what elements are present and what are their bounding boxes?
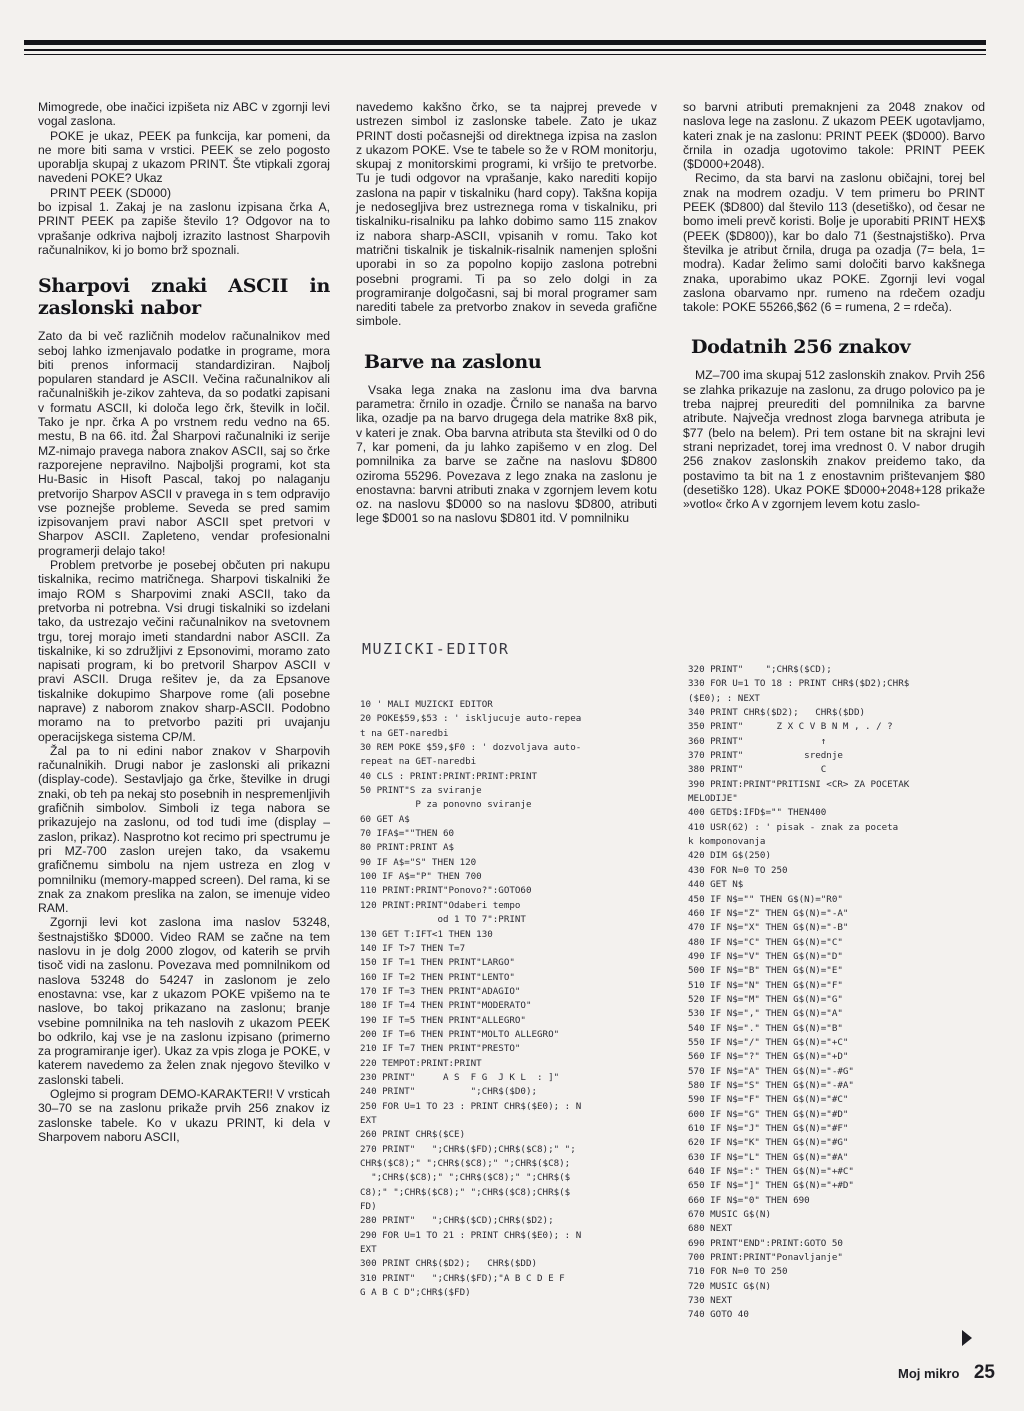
code-line: 640 IF N$=":" THEN G$(N)="+#C" [688, 1166, 854, 1178]
code-line: 720 MUSIC G$(N) [688, 1280, 771, 1292]
paragraph: Žal pa to ni edini nabor znakov v Sharpovih računalnikih. Drugi nabor je zaslonski ali prikazni (display-code). Sestavljajo ga črke, številke in drugi znaki, ob teh pa nekaj sto posebnih in nespremenljivih grafičnih simbolov. Simboli iz tega nabora se prikazujejo na zaslonu, od tod tudi ime (display – zaslon, prikaz). Nasprotno kot recimo pri spectrumu je pri MZ-700 zaslon urejen tako, da vsakemu grafičnemu simbolu na njem ustreza en zlog v pomnilniku (memory-mapped screen). Del rama, ki se znak za znakom preslika na zalon, se imenuje video RAM. [38, 743, 331, 916]
column-1 [38, 100, 330, 1144]
code-line: 100 IF A$="P" THEN 700 [360, 871, 482, 883]
code-line: 240 PRINT" ";CHR$($D0); [360, 1086, 538, 1098]
code-line: 670 MUSIC G$(N) [688, 1209, 771, 1221]
code-line: MELODIJE" [688, 793, 738, 805]
code-line: 10 ' MALI MUZICKI EDITOR [360, 699, 493, 710]
code-line: 490 IF N$="V" THEN G$(N)="D" [688, 950, 843, 962]
code-line: 690 PRINT"END":PRINT:GOTO 50 [688, 1237, 843, 1249]
code-line: repeat na GET-naredbi [360, 756, 477, 768]
listing-title: MUZICKI-EDITOR [362, 640, 510, 658]
paragraph: Mimogrede, obe inačici izpišeta niz ABC v zgornji levi vogal zaslona. [38, 100, 330, 129]
code-line: 650 IF N$="]" THEN G$(N)="+#D" [688, 1180, 854, 1192]
code-line: t na GET-naredbi [360, 727, 449, 739]
code-line: 340 PRINT CHR$($D2); CHR$($DD) [688, 707, 866, 719]
code-line: 330 FOR U=1 TO 18 : PRINT CHR$($D2);CHR$ [688, 678, 910, 690]
paragraph: POKE je ukaz, PEEK pa funkcija, kar pomeni, da ne more biti sama v vrstici. PEEK se zelo pogosto uporablja skupaj z ukazom PRINT. Šte vtipkali zgoraj navedeni POKE? Ukaz [38, 128, 330, 186]
code-line: 300 PRINT CHR$($D2); CHR$($DD) [360, 1258, 538, 1270]
header-rule-thin [24, 54, 986, 55]
paragraph: MZ–700 ima skupaj 512 zaslonskih znakov. Prvih 256 se zlahka prikazuje na zaslonu, za drugo polovico pa je treba najprej preurediti del pomnilnika za barvne atribute. Največja vrednost zloga barvnega atributa je $77 (belo na belem). Pri tem ostane bit na skrajni levi strani neprizadet, torej ima vrednost 0. V nabor drugih 256 znakov zaslonskih znakov preidemo tako, da postavimo ta bit na 1 z enostavnim prištevanjem $80 (desetiško 128). Ukaz POKE $D000+2048+128 prikaže »votlo« črko A v zgornjem levem kotu zaslo- [683, 368, 985, 512]
code-line: 470 IF N$="X" THEN G$(N)="-B" [688, 922, 849, 934]
paragraph: Oglejmo si program DEMO-KARAKTERI! V vrsticah 30–70 se na zaslonu prikaže prvih 256 znakov iz zaslonske tabele. Ko v ukazu PRINT, ki dela v Sharpovem naboru ASCII, [38, 1087, 330, 1144]
column-3 [683, 100, 985, 511]
code-line: 370 PRINT" srednje [688, 750, 843, 762]
code-listing-right [688, 663, 909, 1323]
code-line: 270 PRINT" ";CHR$($FD);CHR$($C8);" "; [360, 1143, 576, 1155]
code-line: 350 PRINT" Z X C V B N M , . / ? [688, 721, 893, 733]
code-line: k komponovanja [688, 836, 766, 848]
code-line: 200 IF T=6 THEN PRINT"MOLTO ALLEGRO" [360, 1028, 560, 1040]
column-2 [356, 100, 657, 526]
code-line: 110 PRINT:PRINT"Ponovo?":GOTO60 [360, 885, 532, 897]
code-line: 180 IF T=4 THEN PRINT"MODERATO" [360, 1000, 532, 1012]
code-line: 660 IF N$="0" THEN 690 [688, 1194, 810, 1206]
code-line: 220 TEMPOT:PRINT:PRINT [360, 1057, 482, 1069]
paragraph: Recimo, da sta barvi na zaslonu običajni, torej bel znak na modrem ozadju. V tem primeru bo PRINT PEEK ($D800) dal število 113 (desetiško), od česar ne bomo imeli prevč koristi. Bolje je uporabiti PRINT HEX$ (PEEK ($D800)), kar bo dalo 71 (šestnajstiško). Prva številka je atribut črnila, druga pa ozadja (7= bela, 1= modra). Kadar želimo sami določiti barvo kakšnega znaka, uporabimo ukaz POKE. Zgornji levi vogal zaslona obarvamo npr. rumeno na rdečem ozadju takole: POKE 55266,$62 (6 = rumena, 2 = rdeča). [683, 171, 985, 315]
code-line: 600 IF N$="G" THEN G$(N)="#D" [688, 1108, 849, 1120]
paragraph: Problem pretvorbe je posebej občuten pri nakupu tiskalnika, recimo matričnega. Sharpovi tiskalniki že imajo ROM s Sharpovimi znaki ASCII, tako da pretvorba ni potrebna. Vsi drugi tiskalniki so izdelani tako, da ustrezajo večini računalnikov na svetovnem trgu, torej morajo imeti standardni nabor ASCII. Za tiskalnike, ki so združljivi z Epsonovimi, moramo zato napisati program, ki bo pretvoril Sharpov ASCII v pravi ASCII. Druga rešitev je, da za Epsanove tiskalnike dokupimo Sharpove rome (ali posebne naprave) z naborom znakov sharp-ASCII. Podobno moramo na to pretvorbo paziti pri uvajanju operacijskega sistema CP/M. [38, 558, 330, 744]
code-line: 710 FOR N=0 TO 250 [688, 1266, 788, 1278]
code-line: 560 IF N$="?" THEN G$(N)="+D" [688, 1051, 849, 1063]
paragraph: Zgornji levi kot zaslona ima naslov 53248, šestnajstiško $D000. Video RAM se začne na tem naslovu in je dolg 2000 zlogov, od katerih se prvih tisoč vidi na zaslonu. Povezava med pomnilnikom od naslova 53248 do 54247 in zaslonom je zelo enostavna: vse, kar z ukazom POKE vpišemo na te naslove, bo takoj prikazano na zaslonu; branje vsebine pomnilnika na teh naslovih z ukazom PEEK bo odkrilo, kaj vse je na zaslonu izpisano (primerno za programiranje iger). Ukaz za vpis zloga je POKE, v katerem navedemo za želen znak njegovo številko v zaslonski tabeli. [38, 915, 330, 1087]
code-line: 460 IF N$="Z" THEN G$(N)="-A" [688, 907, 849, 919]
code-line: 130 GET T:IFT<1 THEN 130 [360, 928, 493, 940]
code-line: 440 GET N$ [688, 879, 744, 891]
page-number: 25 [973, 1362, 995, 1383]
code-line: 290 FOR U=1 TO 21 : PRINT CHR$($E0); : N [360, 1229, 582, 1241]
code-line: 30 REM POKE $59,$F0 : ' dozvoljava auto- [360, 742, 582, 754]
code-line: ";CHR$($C8);" ";CHR$($C8);" ";CHR$($ [360, 1172, 571, 1184]
code-line: 680 NEXT [688, 1223, 733, 1235]
code-line: 630 IF N$="L" THEN G$(N)="#A" [688, 1151, 849, 1163]
section-heading: Barve na zaslonu [364, 350, 542, 373]
header-rule-middle [24, 49, 986, 51]
code-line: 420 DIM G$(250) [688, 850, 771, 862]
code-line: 390 PRINT:PRINT"PRITISNI <CR> ZA POCETAK [688, 778, 910, 790]
code-line: G A B C D";CHR$($FD) [360, 1287, 471, 1299]
code-line: EXT [360, 1114, 377, 1126]
code-line: 120 PRINT:PRINT"Odaberi tempo [360, 899, 521, 911]
magazine-name: Moj mikro [898, 1366, 960, 1381]
code-line: P za ponovno sviranje [360, 799, 532, 811]
code-line: 60 GET A$ [360, 813, 410, 825]
code-line: 500 IF N$="B" THEN G$(N)="E" [688, 965, 843, 977]
code-line: 700 PRINT:PRINT"Ponavljanje" [688, 1252, 843, 1264]
code-line: 590 IF N$="F" THEN G$(N)="#C" [688, 1094, 849, 1106]
code-line: 730 NEXT [688, 1295, 733, 1307]
code-line: od 1 TO 7":PRINT [360, 914, 526, 926]
code-line: 320 PRINT" ";CHR$($CD); [688, 664, 832, 675]
code-line: 190 IF T=5 THEN PRINT"ALLEGRO" [360, 1014, 526, 1026]
code-line: 260 PRINT CHR$($CE) [360, 1129, 466, 1141]
code-line: 250 FOR U=1 TO 23 : PRINT CHR$($E0); : N [360, 1100, 582, 1112]
code-line: 510 IF N$="N" THEN G$(N)="F" [688, 979, 843, 991]
code-line: 450 IF N$="" THEN G$(N)="R0" [688, 893, 843, 905]
code-line: 310 PRINT" ";CHR$($FD);"A B C D E F [360, 1272, 565, 1284]
code-line: 160 IF T=2 THEN PRINT"LENTO" [360, 971, 515, 983]
paragraph: Zato da bi več različnih modelov računalnikov med seboj lahko izmenjavalo podatke in programe, mora biti prenos informacij standardiziran. Najbolj popularen standard je ASCII. Večina računalnikov ali računalniških je-zikov zahteva, da so podatki zapisani v formatu ASCII, ki določa lego črk, številk in ločil. Tako je npr. črka A po vrstnem redu vedno na 65. mestu, B na 66. itd. Žal Sharpovi računalniki iz serije MZ-nimajo pravega nabora znakov ASCII, saj so črke razporejene nepravilno. Najboljši programi, kot sta Hu-Basic in Hisoft Pascal, takoj po nalaganju pretvorijo Sharpov ASCII v pravega in s tem odpravijo vse poznejše probleme. Seveda se pred samim izpisovanjem pravi nabor ASCII spet pretvori v Sharpov ASCII. Zapleteno, vendar profesionalni programerji delajo tako! [38, 329, 330, 558]
code-line: 50 PRINT"S za sviranje [360, 785, 482, 797]
code-line: 150 IF T=1 THEN PRINT"LARGO" [360, 957, 515, 969]
code-line: 610 IF N$="J" THEN G$(N)="#F" [688, 1123, 849, 1134]
paragraph: PRINT PEEK (SD000) [50, 185, 172, 200]
code-line: 20 POKE$59,$53 : ' iskljucuje auto-repea [360, 713, 582, 725]
paragraph: Vsaka lega znaka na zaslonu ima dva barvna parametra: črnilo in ozadje. Črnilo se nanaša na barvo lika, ozadje pa na barvo drugega dela matrike 8x8 pik, v kateri je znak. Oba barvna atributa sta številki od 0 do 7, kar pomeni, da ju lahko zapišemo v en zlog. Del pomnilnika za barve se začne na naslovu $D800 oziroma 55296. Povezava z lego znaka na zaslonu je enostavna: barvni atributi znaka v zgornjem levem kotu oz. na naslovu $D000 so na naslovu $D800, atributi lege $D001 so na naslovu $D801 itd. V pomnilniku [356, 382, 657, 526]
code-line: 480 IF N$="C" THEN G$(N)="C" [688, 936, 843, 948]
code-line: 140 IF T>7 THEN T=7 [360, 942, 466, 954]
code-line: 360 PRINT" ↑ [688, 735, 827, 747]
code-line: 80 PRINT:PRINT A$ [360, 842, 455, 854]
section-heading: Sharpovi znaki ASCII in zaslonski nabor [38, 275, 330, 320]
code-line: 620 IF N$="K" THEN G$(N)="#G" [688, 1137, 849, 1149]
code-line: 280 PRINT" ";CHR$($CD);CHR$($D2); [360, 1215, 554, 1227]
code-line: 580 IF N$="S" THEN G$(N)="-#A" [688, 1079, 854, 1091]
code-line: 430 FOR N=0 TO 250 [688, 864, 788, 876]
code-line: 570 IF N$="A" THEN G$(N)="-#G" [688, 1065, 854, 1077]
code-line: 550 IF N$="/" THEN G$(N)="+C" [688, 1036, 849, 1048]
code-line: 400 GETD$:IFD$="" THEN400 [688, 807, 827, 819]
continue-arrow-icon [960, 1330, 974, 1346]
paragraph: so barvni atributi premaknjeni za 2048 znakov od naslova lege na zaslonu. Z ukazom PEEK ugotavljamo, kateri znak je na zaslonu: PRINT PEEK ($D000). Barvo črnila in ozadja ugotovimo takole: PRINT PEEK ($D000+2048). [683, 100, 985, 172]
code-line: 540 IF N$="." THEN G$(N)="B" [688, 1022, 843, 1034]
paragraph: navedemo kakšno črko, se ta najprej prevede v ustrezen simbol iz zaslonske tabele. Zato je ukaz PRINT dosti počasnejši od direktnega izpisa na zaslon z ukazom POKE. Vse te tabele so že v ROM monitorju, skupaj z monitorskimi programi, ki vršijo te pretvorbe. Tu je tudi odgovor na vprašanje, kako narediti kopijo zaslona na papir v tiskalniku (hard copy). Takšna kopija je nedosegljiva brez ustreznega roma v tiskalniku, pri tiskalniku-risalniku pa lahko dobimo samo 115 znakov iz nabora sharp-ASCII, vpisanih v romu. Tako kot matrični tiskalnik je tiskalnik-risalnik namenjen splošni uporabi in so za popolno kopijo zaslona potrebni posebni programi. Ti pa so zelo dolgi in za programiranje dolgočasni, saj bi moral programer sam narediti tabele za pretvorbo znakov in seveda grafične simbole. [356, 100, 657, 329]
paragraph: bo izpisal 1. Zakaj je na zaslonu izpisana črka A, PRINT PEEK pa zapiše število 1? Odgovor na to vprašanje odkriva najbolj izrazito lastnost Sharpovih računalnikov, ki jo bomo brž spoznali. [38, 200, 330, 257]
section-heading: Dodatnih 256 znakov [691, 336, 911, 359]
code-line: FD) [360, 1201, 377, 1213]
code-line: 90 IF A$="S" THEN 120 [360, 856, 477, 868]
code-line: 210 IF T=7 THEN PRINT"PRESTO" [360, 1043, 521, 1055]
code-line: 170 IF T=3 THEN PRINT"ADAGIO" [360, 985, 521, 997]
code-line: CHR$($C8);" ";CHR$($C8);" ";CHR$($C8); [360, 1158, 571, 1169]
code-line: 530 IF N$="," THEN G$(N)="A" [688, 1008, 843, 1020]
code-line: ($E0); : NEXT [688, 692, 760, 704]
code-line: EXT [360, 1244, 377, 1256]
code-line: 70 IFA$=""THEN 60 [360, 828, 455, 840]
code-line: C8);" ";CHR$($C8);" ";CHR$($C8);CHR$($ [360, 1186, 571, 1198]
code-line: 380 PRINT" C [688, 764, 827, 776]
code-line: 230 PRINT" A S F G J K L : ]" [360, 1071, 560, 1083]
code-line: 740 GOTO 40 [688, 1309, 749, 1321]
code-listing-left [360, 698, 581, 1300]
code-line: 410 USR(62) : ' pisak - znak za poceta [688, 821, 899, 833]
code-line: 520 IF N$="M" THEN G$(N)="G" [688, 993, 843, 1005]
header-rule-thick [24, 40, 986, 45]
code-line: 40 CLS : PRINT:PRINT:PRINT:PRINT [360, 770, 538, 782]
page-footer [898, 1362, 995, 1384]
